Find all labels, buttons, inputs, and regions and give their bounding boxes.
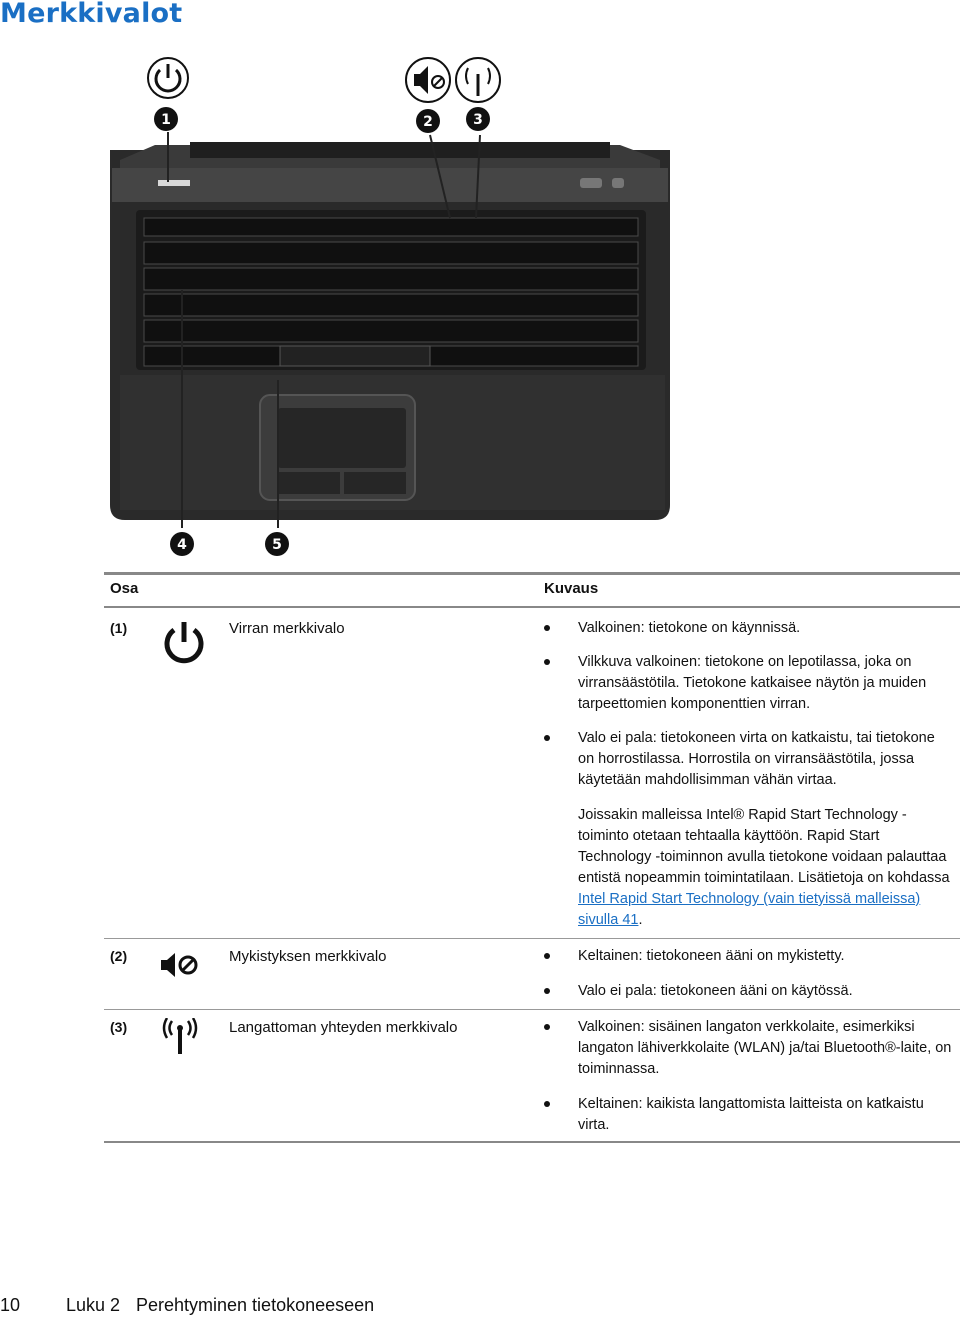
row-note — [578, 805, 953, 931]
page-number: 10 — [0, 1295, 21, 1315]
row-bullet: Vilkkuva valkoinen: tietokone on lepotilassa, joka on virransäästötila. Tietokone katkaisee näytön ja muiden tarpeettomien komponenttien virran. — [578, 654, 927, 712]
row-name: Langattoman yhteyden merkkivalo — [229, 1019, 458, 1036]
bullet — [544, 953, 550, 959]
callout-2: 2 — [423, 114, 433, 130]
row-number: (3) — [110, 1019, 128, 1035]
page-title: Merkkivalot — [0, 0, 183, 29]
bullet — [544, 988, 550, 994]
mute-icon — [406, 58, 450, 102]
bullet — [544, 1024, 550, 1030]
callout-5: 5 — [272, 537, 282, 553]
header-rule — [104, 606, 960, 608]
note-text: Joissakin malleissa Intel® Rapid Start Technology -toiminto otetaan tehtaalla käyttöön. Rapid Start Technology -toiminnon avulla tietokone voidaan palauttaa entistä nopeammin toimintatilaan. Lisätietoja on kohdassa — [578, 807, 950, 886]
callout-1: 1 — [161, 112, 171, 128]
callout-4: 4 — [177, 537, 187, 553]
wireless-icon — [162, 1018, 198, 1056]
row-bullet: Valkoinen: sisäinen langaton verkkolaite, esimerkiksi langaton lähiverkkolaite (WLAN) ja/tai Bluetooth®-laite, on toiminnassa. — [578, 1019, 952, 1077]
row-bullet: Valo ei pala: tietokoneen ääni on käytössä. — [578, 983, 853, 999]
laptop-keyboard-illustration — [100, 50, 680, 570]
chapter-title: Perehtyminen tietokoneeseen — [136, 1295, 375, 1315]
power-icon — [162, 620, 206, 668]
row-rule — [104, 938, 960, 939]
row-name: Mykistyksen merkkivalo — [229, 948, 387, 965]
chapter-label: Luku 2 — [66, 1295, 121, 1315]
mute-icon — [160, 952, 200, 978]
callout-3: 3 — [473, 112, 483, 128]
row-name: Virran merkkivalo — [229, 620, 345, 637]
note-link[interactable]: Intel Rapid Start Technology (vain tietyissä malleissa) sivulla 41 — [578, 891, 921, 928]
row-rule — [104, 1009, 960, 1010]
table-bottom-rule — [104, 1141, 960, 1143]
header-description: Kuvaus — [544, 580, 599, 597]
row-number: (1) — [110, 620, 128, 636]
bullet — [544, 735, 550, 741]
row-bullet: Valo ei pala: tietokoneen virta on katkaistu, tai tietokone on horrostilassa. Horrostila on virransäästötila, jossa käytetään mahdollisimman vähän virtaa. — [578, 730, 935, 788]
bullet — [544, 659, 550, 665]
header-part: Osa — [110, 580, 139, 597]
row-bullet: Keltainen: tietokoneen ääni on mykistetty. — [578, 948, 845, 964]
table-top-rule — [104, 572, 960, 575]
wireless-icon — [456, 58, 500, 102]
row-bullet: Valkoinen: tietokone on käynnissä. — [578, 620, 801, 636]
power-icon — [148, 58, 188, 98]
bullet — [544, 1101, 550, 1107]
note-end: . — [638, 912, 643, 928]
bullet — [544, 625, 550, 631]
row-number: (2) — [110, 948, 128, 964]
row-bullet: Keltainen: kaikista langattomista laitteista on katkaistu virta. — [578, 1096, 924, 1133]
